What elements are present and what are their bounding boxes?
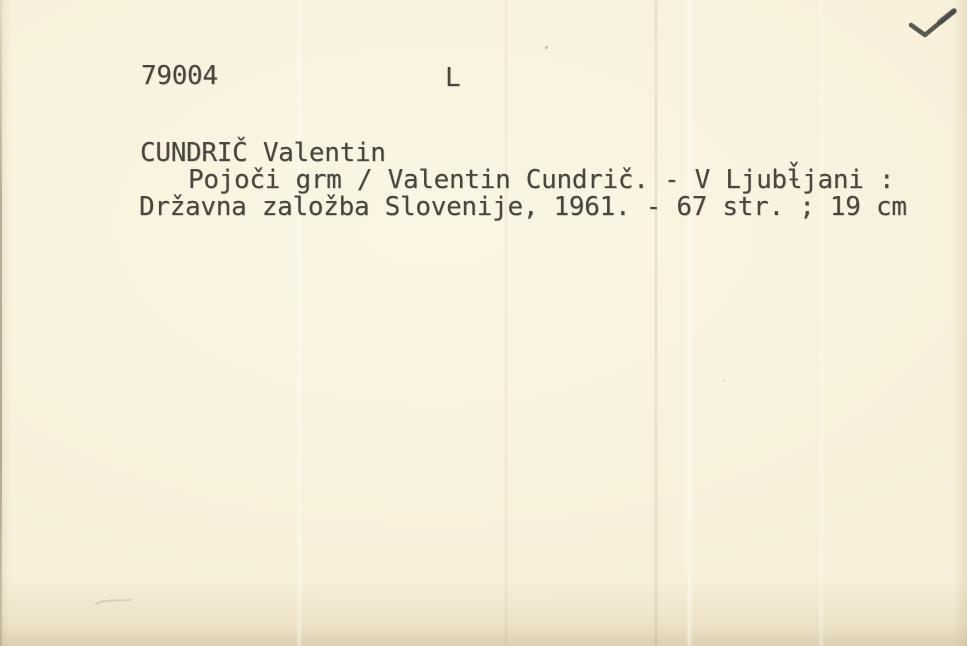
description-line: Državna založba Slovenije, 1961. - 67 str. ; 19 cm (139, 192, 907, 222)
paper-speck (723, 380, 725, 382)
card-left-edge-shadow (0, 0, 2, 646)
author-heading: CUNDRIČ Valentin (140, 138, 386, 168)
paper-speck (545, 46, 548, 49)
pencil-smudge-mark (90, 592, 140, 610)
call-number: 79004 (141, 61, 218, 91)
description-line: Pojoči grm / Valentin Cundrič. - V Ljubƚ̌jani : (188, 165, 895, 195)
classification-letter: L (445, 63, 461, 93)
checkmark-icon (900, 0, 967, 50)
